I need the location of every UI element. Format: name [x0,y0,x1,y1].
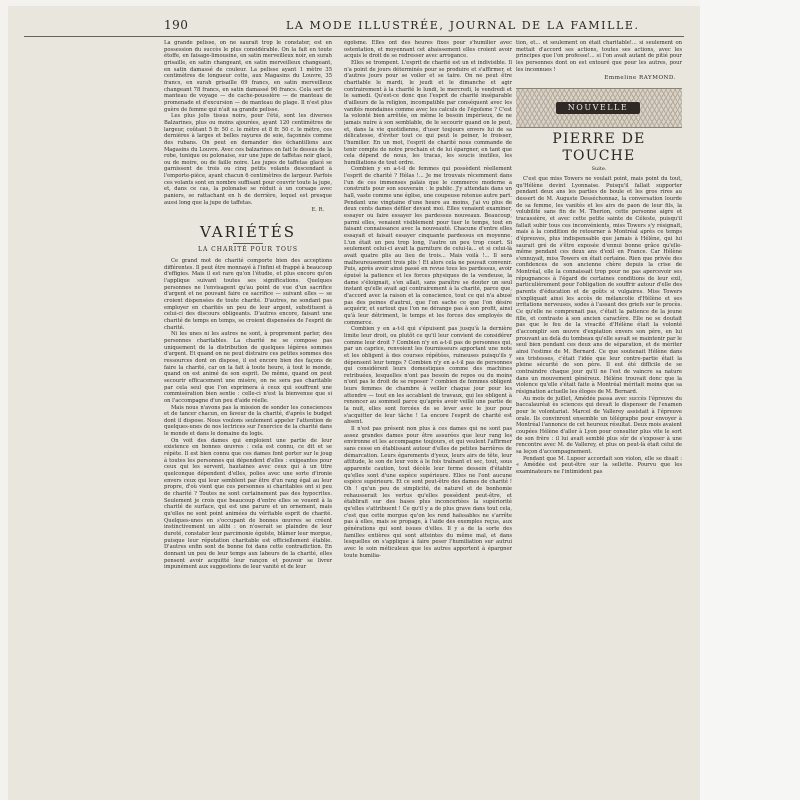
nouvelle-banner-illustration [516,88,682,128]
article-paragraph: égoïsme. Elles ont des heures fixes pour s'humilier avec ostentation, et moyennant cet abaissement elles croient avoir acquis le droit de se redresser avec arrogance. [344,40,512,60]
fashion-signature: E. R. [311,207,324,214]
page-number: 190 [164,18,189,32]
background-margin [700,0,800,800]
article-paragraph: On voit des dames qui emploient une partie de leur existence en bonnes œuvres : cela est connu, ce dit et se répète. Il est bien connu que ces dames font porter sur le joug à toutes les personnes qui dépendent d'elles : exigeantes pour ceux qui les servent, hautaines avec ceux qui à un titre quelconque dépendent d'elles, polies avec une sorte d'ironie envers ceux qui leur semblent par être d'un rang égal au leur propre, d'où vient que ces personnes si charitables ont si peu de charité ? Toutes ne sont certainement pas des hypocrites. Seulement je crois que beaucoup d'entre elles se vouent à la charité de surface, qui est une parure et un ornement, mais qu'elles ne sont point animées du véritable esprit de charité. Quelques-unes en s'occupant de bonnes œuvres se créent instinctivement un alibi : on n'oserait se plaindre de leur dureté, constater leur parcimonie égoïste, blâmer leur morgue, puisque leur réputation charitable est officiellement établie. D'autres enfin sont de bonne foi dans cette contradiction. En donnant un peu de leur temps aux labeurs de la charité, elles pensent avoir acquitté leur rançon et pouvoir se livrer impunément aux suggestions de leur vanité et de leur [164,437,332,571]
title-rule [233,243,263,244]
section-subtitle: LA CHARITÉ POUR TOUS [197,246,299,254]
article-paragraph: Mais nous n'avons pas la mission de sonder les consciences et de tancer chacun, en faveur de la charité, d'après le budget dont il dispose. Nous voulons seulement appeler l'attention de quelques-unes de nos lectrices sur l'exercice de la charité dans le monde et dans le domaine du logis. [164,404,332,438]
section-title-varietes: VARIÉTÉS [199,223,297,242]
article-paragraph: tion, et... et seulement on était charitable!... si seulement on mettait d'accord ses actions, toutes ses actions, avec les principes que l'on professe!... si l'on avait autant de pitié pour les personnes dont on est entouré que pour les autres, pour les inconnues ! [516,40,682,73]
article-paragraph: Combien y en a-t-il de femmes qui possèdent réellement l'esprit de charité ? Hélas !... Je me trouvais récemment dans l'un de ces immenses palais que le commerce moderne a construits pour son souverain : le public. J'y attendais dans un hall, vaste comme une église, une coupeuse retenue autre part. Pendant une vingtaine d'une heure au moins, j'ai vu plus de deux cents dames défiler devant moi. Elles venaient examiner, essayer ou faire essayer les pardessus nouveaux. Beaucoup, parmi elles, venaient visiblement pour tuer le temps, tout en faisant connaissance avec la nouveauté. Chacune d'entre elles essayait et faisait essayer cinquante pardessus en moyenne. L'un était un peu trop long, l'autre un peu trop court. Si seulement celui-ci avait la garniture de celui-là... et si celui-là avait quatre plis au lieu de trois... Mais voilà !... Il sera malheureusement trois plis ! Et alors cela ne pouvait convenir. Puis, après avoir ainsi passé en revue tous les pardessus, avoir épuisé la patience et les forces physiques de la vendeuse, la dame s'éloignait, s'en allait, sans paraître se douter un seul instant qu'elle avait agi contrairement à la charité, parce que, d'accord avec la raison et la conscience, tout ce qui n'a abusé pas des peines d'autrui, que l'on sache ce que l'on désire acquérir, et surtout que l'on ne dérange pas à son profit, ainsi qu'à leur détriment, le temps et les forces des employés de commerce. [344,166,512,326]
article-paragraph: Il n'est pas présent non plus à ces dames qui ne sont pas assez grandes dames pour être assurées que leur rang les environne et les accompagne toujours, et qui veulent l'affirmer sans cesse en établissant autour d'elles de petites barrières de démarcation. Leurs égarements d'yeux, leurs airs de tête, leur attitude, le son de leur voix à le fois traînant et sec, tout, sous apparente caution, tout décèle leur ferme dessein d'établir qu'elles sont d'une espèce supérieure. Elles ne l'ont aucune espèce supérieure. Et ce sont peut-être des dames de charité ! Oh ! qu'un peu de simplicité, de naturel et de bonhomie rehausserait les vertus qu'elles possèdent peut-être, et établirait sur des bases plus inconcertées la supériorité qu'elles s'attribuent ! Ce qu'il y a de plus grave dans tout cela, c'est que cette morgue qu'on les rend haïssables ne s'arrête pas à elles, mais se propage, à l'aide des exemples reçus, aux générations qui sont issues d'elles. Il y a de la sorte des familles entières qui sont atteintes du même mal, et dans lesquelles on s'applique à faire peser l'humiliation sur autrui avec le soin méticuleux que les autres apportent à épargner toute humilia- [344,426,512,559]
article-paragraph: Ce grand mot de charité comporte bien des acceptions différentes. Il peut être monnayé à l'infini et frappé à beaucoup d'effigies. Mais il est rare qu'on l'étudie, et plus encore qu'on l'applique suivant toutes ses significations. Quelques personnes ne l'envisagent qu'au point de vue d'un sacrifice d'argent et ne pouvant faire ce sacrifice — suivant elles — se croient dispensées de toute charité. D'autres, ne sondant pas employer en charités un peu de leur argent, substituent à celui-ci des discours obligeants. D'autres encore, faisant une charité de temps en temps, se croient dispensées de l'esprit de charité. [164,258,332,331]
column-middle [344,40,512,796]
fashion-paragraph: Les plus jolis tissus noirs, pour l'été, sont les diverses Balzarines, plus ou moins ajourées, ayant 120 centimètres de largeur, coûtant 5 fr. 50 c. le mètre et 8 fr. 50 c. le mètre, ces dernières à larges et belles rayures de soie, façonnés comme des rubans. On peut en demander des échantillons aux Magasins du Louvre. Avec ces balzarines on fait le dessus de la robe, tunique ou polonaise, sur une jupe de taffetas noir glacé, ou de moire, ou de faille noire. Les jupes de taffetas glacé se garnissent de trois ou cinq petits volants descendant à l'emporte-pièce, ayant chacun 6 centimètres de largeur. Parfois ces volants sont en nombre suffisant pour couvrir toute la jupe, et, dans ce cas, la polonaise se réduit à un corsage avec paniers, se rattachant en h de derrière, lequel est presque aussi long que la jupe de taffetas. [164,113,332,206]
story-subtitle: Suite. [591,165,607,172]
story-paragraph: Au mois de juillet, Amédée passa avec succès l'épreuve du baccalauréat ès sciences qui devait le dispenser de l'examen pour le volontariat. Marcel de Vallerey assistait à l'épreuve orale. Ils convinrent ensemble un télégraphe pour envoyer à Montréal l'annonce de cet heureux résultat. Deux mois avaient coupées Hélène d'aller à Lyon pour consulter plus vite le sort de son frère : il lui avait semblé plus sûr de s'exposer à une rencontre avec M. de Vallerey, et plus on peut-là était celui de sa leçon d'accompagnement. [516,395,682,455]
story-title: PIERRE DE TOUCHE [552,130,646,164]
article-paragraph: Ni les unes ni les autres ne sont, à proprement parler, des personnes charitables. La charité ne se compose pas uniquement de la distribution de quelques légères sommes d'argent. Et quand on ne peut distraire ces petites sommes des ressources dont on dispose, il est encore bien des façons de faire la charité, car on la fait à toute heure, à tout le monde, quand on est animé de son esprit. De même, quand on peut secourir efficacement une misère, on ne sera pas charitable par cela seul que l'on exprimera à ceux qui souffrent une commisération bien sentie : celle-ci n'est la bienvenue que si on l'accompagne d'un peu d'aide réelle. [164,331,332,404]
column-left [164,40,332,796]
fashion-paragraph: La grande pelisse, on ne saurait trop le constater, est en possession du succès le plus considérable. On la fait en toute étoffe, en faisage-limousine, en satin merveilleux noir, en surah grisaille, en satin changeant, en satin merveilleux changeant, en satin damassé de couleur. La pelisse ayant 1 mètre 35 centimètres de longueur cotte, aux Magasins du Louvre, 35 francs, en surah grisaille 69 francs, en satin merveilleux changeant 78 francs, en satin damassé 96 francs. Cela sert de manteau de voyage — de cache-poussière — de manteau de promenade et d'excursion — de manteau de plage. Il n'est plus guère de femme qui n'ait sa grande pelisse. [164,40,332,113]
magazine-page [8,6,700,800]
author-signature: Emmeline RAYMOND. [604,75,676,82]
column-right [516,40,682,796]
story-paragraph: Pendant que M. Lupeer accordait son violon, elle se disait : « Amédée est peut-être sur la sellette. Pourvu que les examinateurs ne l'intimident pas [516,455,682,475]
article-paragraph: Combien y en a-t-il qui s'épuisent pas jusqu'à la dernière limite leur droit, ou plutôt ce qu'il leur convient de considérer comme leur droit ? Combien n'y en a-t-il pas de personnes qui, par un caprice, renvoient les fournisseurs apportant une note et les obligent à des courses répétées, ruineuses puisqu'ils y dépensent leur temps ? Combien n'y en a-t-il pas de personnes qui considèrent leurs domestiques comme des machines retribuées, lesquelles n'ont pas besoin de repos ou du moins n'ont pas le droit de se reposer ? combien de femmes obligent leurs femmes de chambre à veiller chaque jour pour les attendre — tout en les accablant de travaux, qui les obligent à renoncer au sommeil parce qu'après avoir veillé une partie de la nuit, elles sont forcées de se lever avec le jour pour s'acquitter de leur tâche ! La encore l'esprit de charité est absent. [344,326,512,426]
journal-title: LA MODE ILLUSTRÉE, JOURNAL DE LA FAMILLE. [286,19,640,32]
article-paragraph: Elles se trompent. L'esprit de charité est un et indivisible. Il n'a point de jours déterminés pour se produire et s'affirmer, et d'autres jours pour se voiler et se taire. On ne peut être charitable le mardi, le jeudi et le dimanche et agir contrairement à la charité le lundi, le mercredi, le vendredi et le samedi. Qu'est-ce donc que l'esprit de charité inséparable d'ailleurs de la religion, incompatible par conséquent avec les vanités mondaines comme avec les calculs de l'égoïsme ? C'est la volonté bien arrêtée, on même le besoin impérieux, de ne jamais nuire à son semblable, de le secourir quand on le peut, et, dans la vie quotidienne, d'user toujours envers lui de sa délicatesse, d'éviter tout ce qui peut le peiner, le froisser, l'humilier. En un mot, l'esprit de charité nous commande de tenir compte de notre prochain et de lui épargner, en tant que cela dépend de nous, les tracas, les soucis inutiles, les humiliations de tout ordre. [344,59,512,166]
story-paragraph: C'est que miss Towers ne voulait point, mais point du tout, qu'Hélène devint Lyonnaise. Puisqu'il fallait supporter pendant deux ans les parties de boule et les gros rires au dessert de M. Auguste Desséchonnaz, la conversation lourde de sa femme, les vanités et les airs de paon de leur fils, la volubilité sans fin de M. Therion, cette personne aigre et tracassière, et avec cette petite sainte de Céleste, puisqu'il fallait subir tous ces inconvénients, miss Towers s'y résignait, mais à la condition de retourner à Montréal après ce temps d'épreuves, plus indispensable que jamais à Hélène, qui lui saurait gré de s'être exposée d'ennui bonne grâce qu'elle-même pendant ces deux ans d'exil en France. Car Hélène s'ennuyait, miss Towers en était certaine. Rien que privée des confidences de son ancienne chère depuis la crise de Montréal, elle la connaissait trop pour ne pas apercevoir ses répugnances à l'égard de certaines conditions de leur exil, particulièrement pour l'obligation de souffrir autour d'elle des parents d'éducation et de goûts si vulgaires. Miss Towers n'expliquait ainsi les accès de mélancolie d'Hélène et ses irritations nerveuses, sodes à l'assaut des griefs sur le procès. Ce qu'elle ne comprenait pas, c'était la patience de la jeune fille, et contraste à son ancien caractère. Elle ne se doutait pas que le feu de la vivacité d'Hélène était la volonté d'accomplir son œuvre d'expiation envers son père, en lui prouvant au delà du tombeau qu'elle savait se maintenir par le seul bien pendant ces deux ans de séparation, et de mériter ainsi l'estime de M. Bernard. Ce que soutenait Hélène dans ses tristesses, c'était l'idée que leur contre-partie était la pleine sécurité de son père. Il eut été difficile de se contraindre chaque jour qu'il ne l'est de vaincre sa nature dans un mouvement généreux. Hélène trouvait donc que la violence qu'elle s'était faite à Montréal méritait moins que sa résignation actuelle les éloges de M. Bernard. [516,175,682,395]
nouvelle-label: NOUVELLE [556,102,640,114]
page-header [24,16,684,37]
